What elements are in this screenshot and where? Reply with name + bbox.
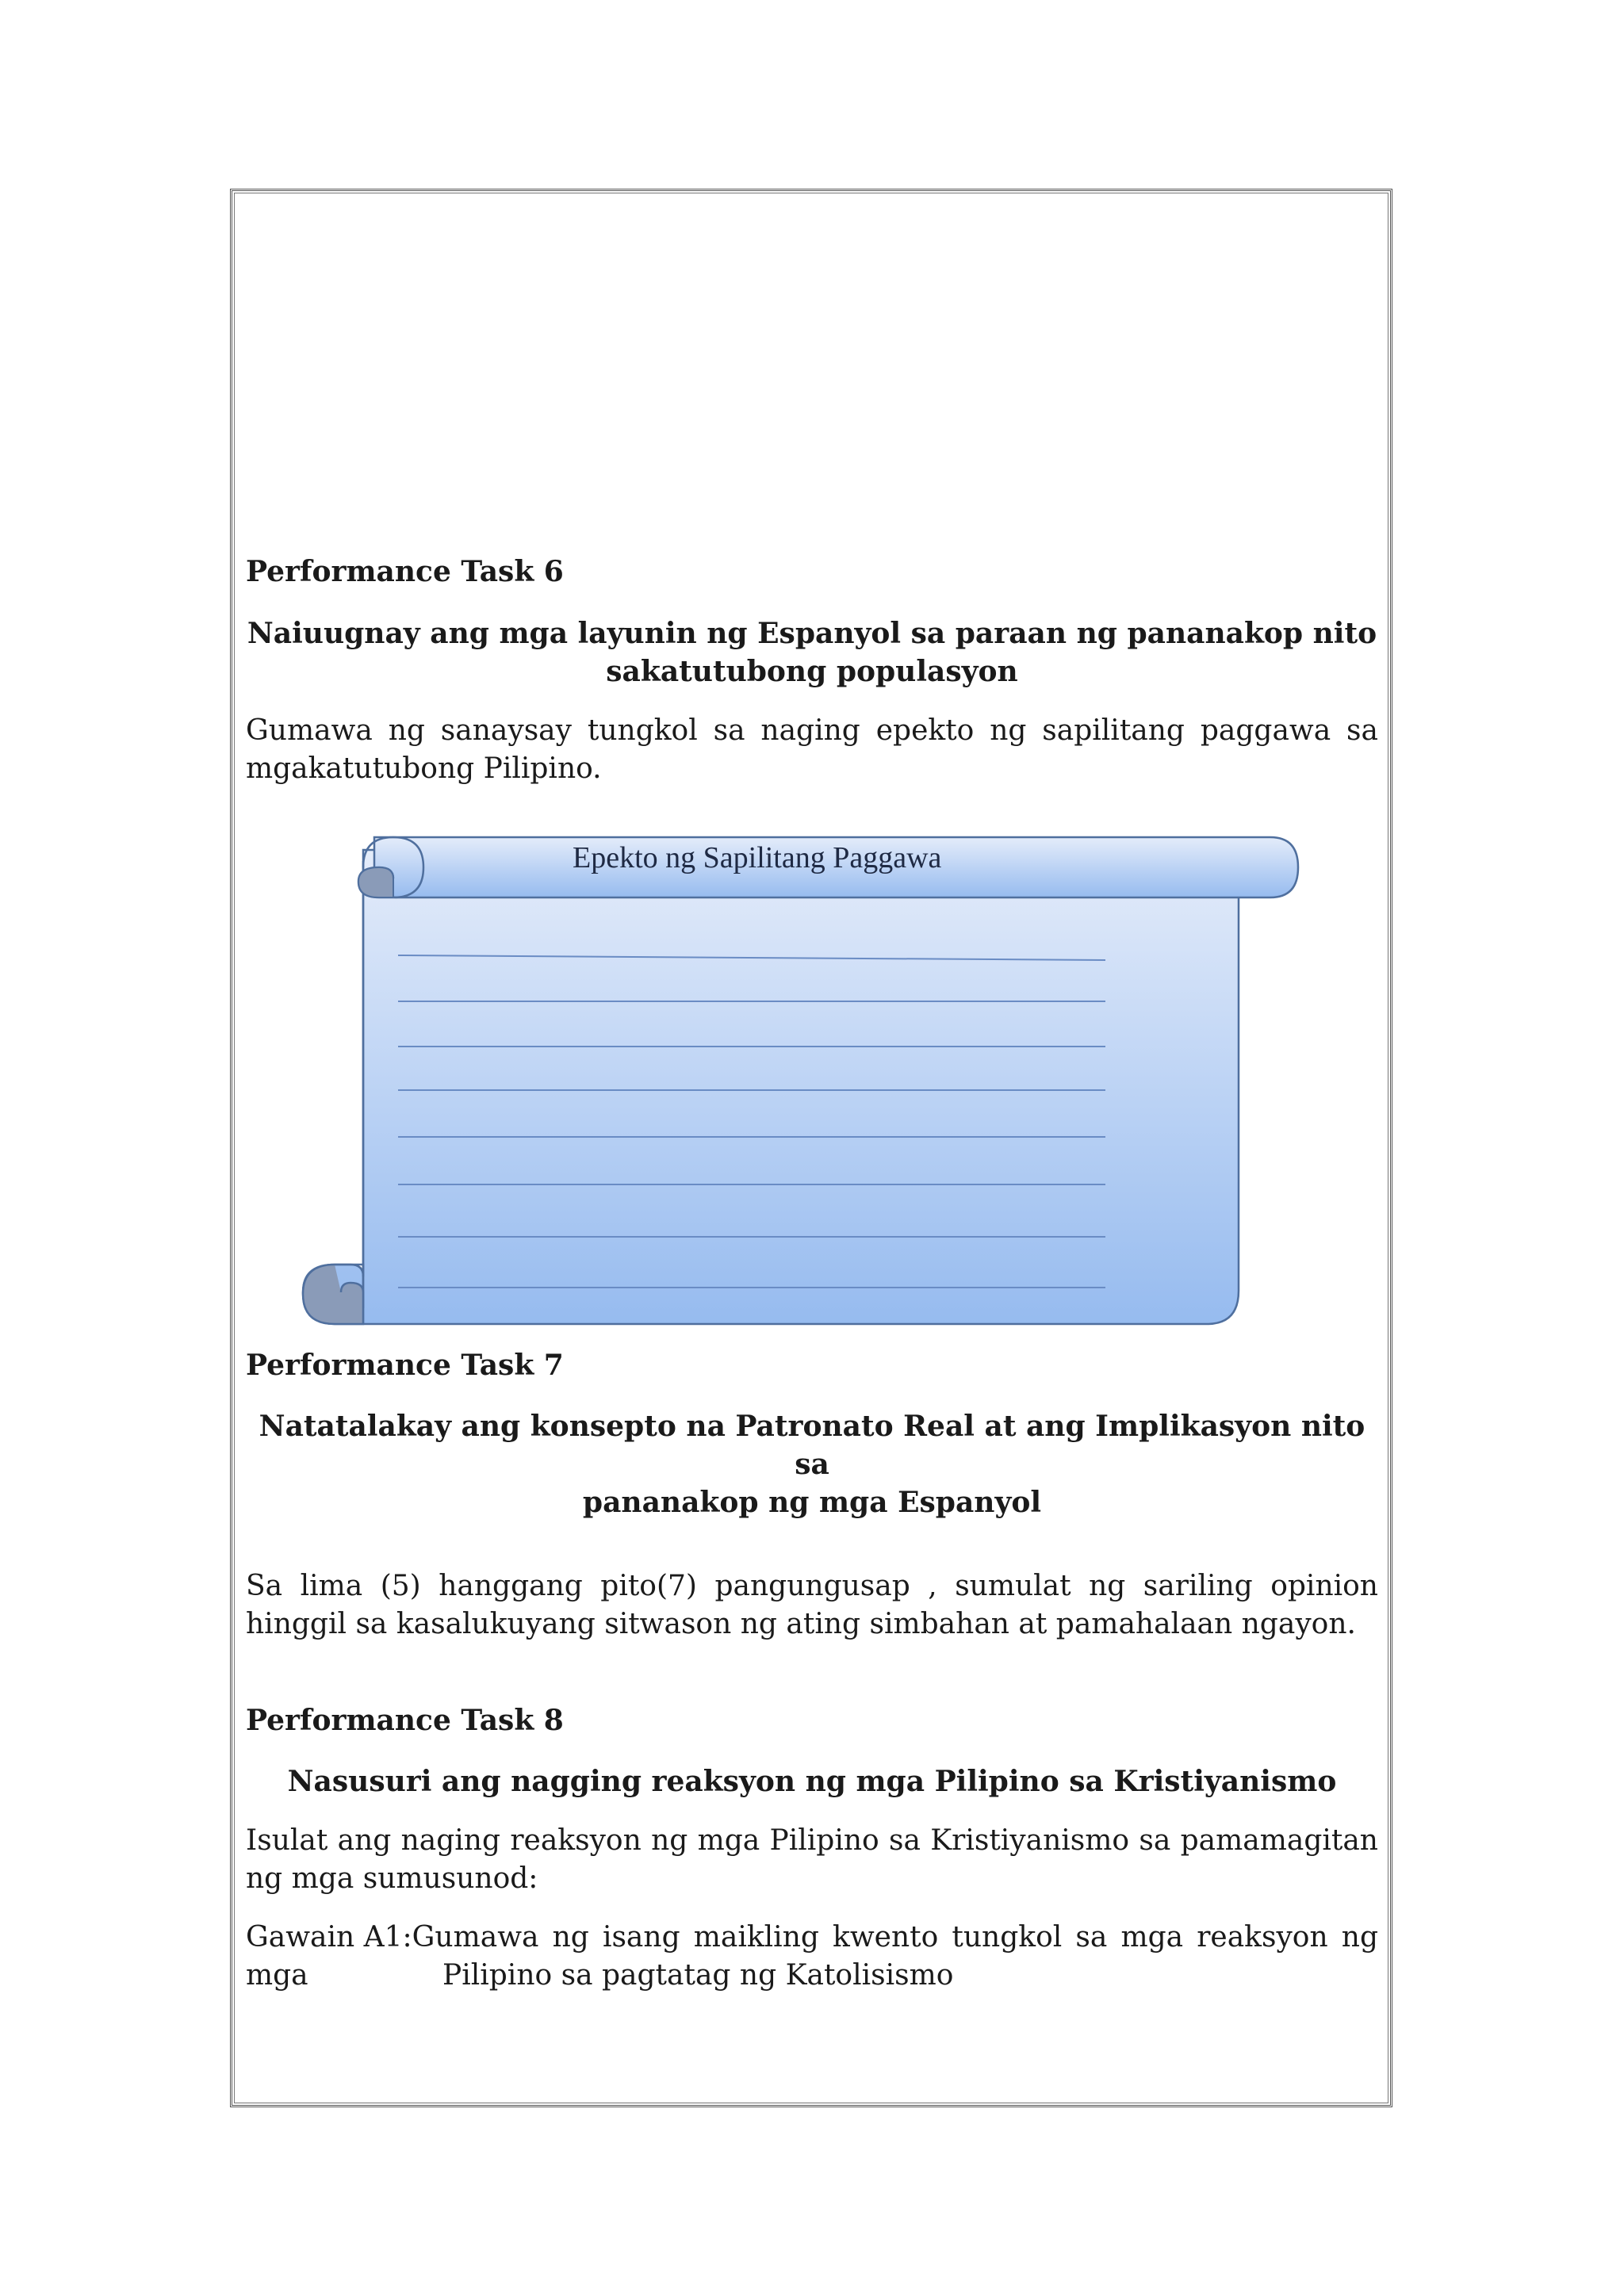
- task7-subtitle: [246, 1407, 1378, 1521]
- gawain-text-2: Pilipino sa pagtatag ng Katolisismo: [442, 1959, 954, 1992]
- gawain-word: mga: [246, 1959, 308, 1992]
- task6-subtitle: [246, 614, 1378, 691]
- task6-subtitle-line1: Naiuugnay ang mga layunin ng Espanyol sa paraan ng pananakop nito: [247, 617, 1377, 650]
- task6-title: Performance Task 6: [246, 555, 564, 588]
- scroll-graphic: [295, 832, 1302, 1332]
- task8-title: Performance Task 8: [246, 1704, 564, 1737]
- task7-title: Performance Task 7: [246, 1349, 564, 1382]
- scroll-title: Epekto ng Sapilitang Paggawa: [573, 841, 942, 874]
- gawain-a1: [246, 1919, 1378, 1995]
- task8-subtitle: Nasusuri ang nagging reaksyon ng mga Pilipino sa Kristiyanismo: [287, 1765, 1337, 1798]
- scroll-icon: [295, 832, 1302, 1332]
- task7-subtitle-line1: Natatalakay ang konsepto na Patronato Real at ang Implikasyon nito sa: [259, 1410, 1365, 1481]
- gawain-text-1: Gumawa ng isang maikling kwento tungkol sa mga reaksyon ng: [412, 1921, 1378, 1954]
- task8-instruction: Isulat ang naging reaksyon ng mga Pilipino sa Kristiyanismo sa pamamagitan ng mga sumusunod:: [246, 1824, 1378, 1895]
- gawain-label: Gawain A1:: [246, 1921, 412, 1954]
- task6-subtitle-line2: sakatutubong populasyon: [606, 655, 1018, 688]
- task7-instruction: Sa lima (5) hanggang pito(7) pangungusap , sumulat ng sariling opinion hinggil sa kasalukuyang sitwason ng ating simbahan at pamahalaan ngayon.: [246, 1570, 1378, 1640]
- task7-subtitle-line2: pananakop ng mga Espanyol: [582, 1486, 1042, 1519]
- task6-instruction: Gumawa ng sanaysay tungkol sa naging epekto ng sapilitang paggawa sa mgakatutubong Pilipino.: [246, 714, 1378, 785]
